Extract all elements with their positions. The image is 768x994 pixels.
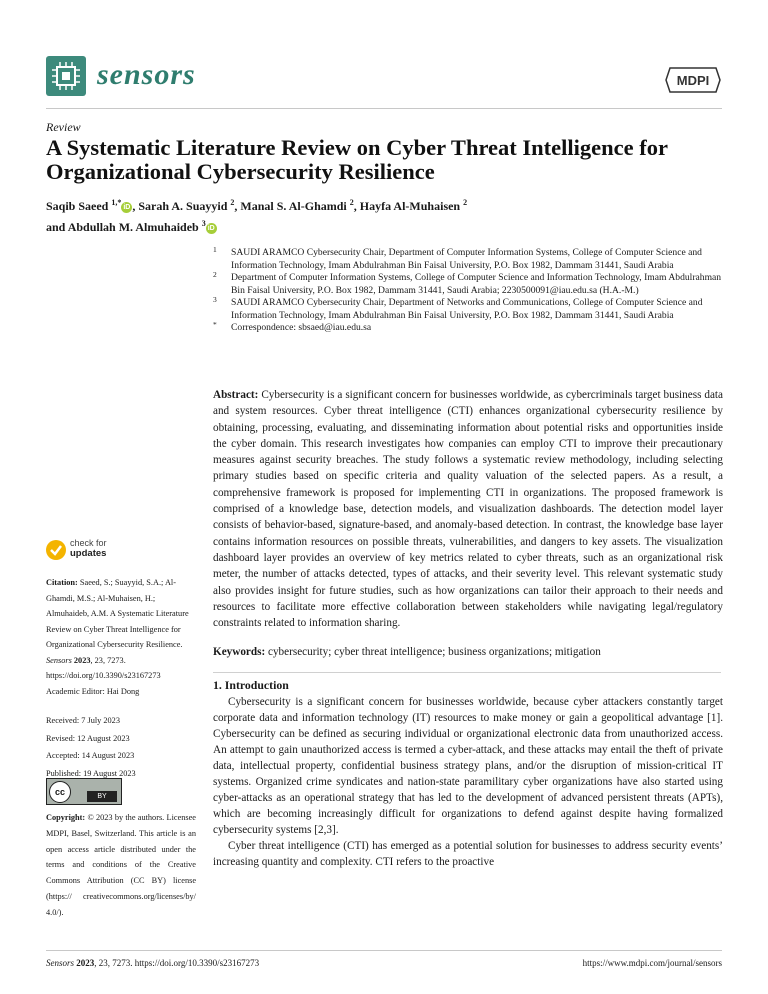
correspondence: * Correspondence: sbsaed@iau.edu.sa — [213, 320, 372, 333]
published-date: Published: 19 August 2023 — [46, 768, 136, 778]
abstract-label: Abstract: — [213, 389, 259, 401]
sensors-logo-icon — [46, 56, 86, 96]
accepted-date: Accepted: 14 August 2023 — [46, 751, 135, 760]
revised-date: Revised: 12 August 2023 — [46, 733, 130, 743]
keywords — [213, 644, 723, 660]
footer-divider — [46, 950, 722, 951]
academic-editor: Academic Editor: Hai Dong — [46, 687, 140, 696]
article-title: A Systematic Literature Review on Cyber Threat Intelligence for Organizational Cybersecurity Resilience — [46, 135, 668, 184]
orcid-icon[interactable]: iD — [207, 225, 215, 232]
keywords-divider — [213, 672, 721, 673]
section-heading: 1. Introduction — [213, 678, 289, 692]
author-name[interactable]: Manal S. Al-Ghamdi — [240, 199, 347, 213]
author-list: Saqib Saeed $^{1,*}$iD , Sarah A. Suayyid $^2$, Manal S. Al-Ghamdi $^2$, Hayfa Al-Muhaisen $^2$ and Abdullah M. Almuhaideb $^3$iD — [46, 198, 468, 234]
citation-doi-link[interactable]: , 23, 7273. https://doi.org/10.3390/s23167273 — [46, 655, 161, 680]
author-name[interactable]: Saqib Saeed — [46, 199, 109, 213]
svg-text:MDPI: MDPI — [676, 73, 710, 88]
journal-name: sensors — [97, 58, 196, 91]
citation-block: Citation: Saeed, S.; Suayyid, S.A.; Al-Ghamdi, M.S.; Al-Muhaisen, H.; Almuhaideb, A.M. A Systematic Literature Review on Cyber Threat Intelligence for Organizational Cybersecurity Resilience. Sensors 2023, 23, 7273. https://doi.org/10.3390/s23167273 — [46, 578, 189, 680]
orcid-icon[interactable]: iD — [123, 204, 131, 211]
abstract-text: Cybersecurity is a significant concern for businesses worldwide, as cybercriminals target business data and system resources. Cyber threat intelligence (CTI) enhances organizational cybersecurity resilience by obtaining, processing, evaluating, and disseminating information about potential risks and opportunities inside the cyber domain. This research investigates how companies can employ CTI to improve their precautionary measures against security breaches. The study follows a systematic review methodology, including selecting primary studies based on specific criteria and quality valuation of the selected papers. As a result, a comprehensive framework is proposed for implementing CTI in organizations. The proposed framework is comprised of a knowledge base, detection models, and visualization dashboards. The detection model layer consists of behavior-based, signature-based, and anomaly-based detection. In contrast, the knowledge base layer contains information resources on possible threats, vulnerabilities, and dangers to key assets. The visualization dashboard layer provides an overview of key metrics related to cyber threats, such as an organizational risk meter, the number of attacks detected, types of attacks, and their severity level. This relevant systematic study also provides insight for future studies, such as how organizations can tailor their approach to their needs and resources to facilitate more effective collaboration between stakeholders while navigating legal/regulatory constraints related to information sharing. — [213, 389, 724, 630]
cc-by-license-icon[interactable]: cc BY — [46, 778, 122, 805]
abstract — [213, 387, 723, 631]
author-name[interactable]: Abdullah M. Almuhaideb — [67, 220, 199, 234]
received-date: Received: 7 July 2023 — [46, 716, 120, 725]
keywords-text: cybersecurity; cyber threat intelligence; business organizations; mitigation — [268, 646, 601, 658]
author-name[interactable]: Sarah A. Suayyid — [138, 199, 228, 213]
journal-url-link[interactable]: https://www.mdpi.com/journal/sensors — [582, 958, 722, 968]
mdpi-logo-icon — [664, 66, 722, 94]
affiliation-item: 3 SAUDI ARAMCO Cybersecurity Chair, Department of Networks and Communications, College of Computer Science and Information Technology, Imam Abdulrahman Bin Faisal University, P.O. Box 1982, Dammam 31441, Saudi Arabia — [213, 295, 703, 321]
paragraph: Cyber threat intelligence (CTI) has emerged as a potential solution for businesses to address security events’ increasing quantity and complexity. CTI refers to the proactive — [213, 840, 723, 868]
article-type: Review — [46, 120, 81, 134]
affiliation-item: 1 SAUDI ARAMCO Cybersecurity Chair, Department of Computer Information Systems, College of Computer Science and Information Technology, Imam Abdulrahman Bin Faisal University, P.O. Box 1982, Dammam 31441, Saudi Arabia — [213, 245, 702, 271]
affiliation-item: 2 Department of Computer Information Systems, College of Computer Science and Information Technology, Imam Abdulrahman Bin Faisal University, P.O. Box 1982, Dammam 31441, Saudi Arabia; 2230500091@iau.edu.sa (H.A.-M.) — [213, 270, 722, 296]
header-divider — [46, 108, 722, 109]
keywords-label: Keywords: — [213, 646, 266, 658]
author-name[interactable]: Hayfa Al-Muhaisen — [359, 199, 461, 213]
introduction-body — [213, 694, 723, 870]
copyright-notice: Copyright: © 2023 by the authors. Licensee MDPI, Basel, Switzerland. This article is an open access article distributed under the terms and conditions of the Creative Commons Attribution (CC BY) license (https:// creativecommons.org/licenses/by/ 4.0/). — [46, 813, 196, 917]
publication-dates — [46, 712, 136, 782]
check-for-updates-icon[interactable]: check for updates — [46, 538, 126, 564]
footer-citation: Sensors 2023, 23, 7273. https://doi.org/10.3390/s23167273 — [46, 958, 260, 968]
paragraph: Cybersecurity is a significant concern for businesses worldwide, because cyber attackers constantly target corporate data and information technology (IT) resources to make money or gain a geopolitical advantage [1]. Cybersecurity can be defined as securing individual or organizational electronic data from unauthorized access. An attempt to gain unauthorized access is termed a cyber-attack, and these attacks may entail the theft of private data, intellectual property, confidential business strategy plans, and/or the disruption of mission-critical IT systems. Organized crime syndicates and nation-state paramilitary cyber organizations have also started using cyber-attacks as an operational strategy that has led to the development of advanced persistent threats (APTs), which are becoming increasingly difficult for organizations to defend against despite having formalized cybersecurity systems [2,3]. — [213, 696, 723, 836]
affiliations — [213, 247, 733, 335]
